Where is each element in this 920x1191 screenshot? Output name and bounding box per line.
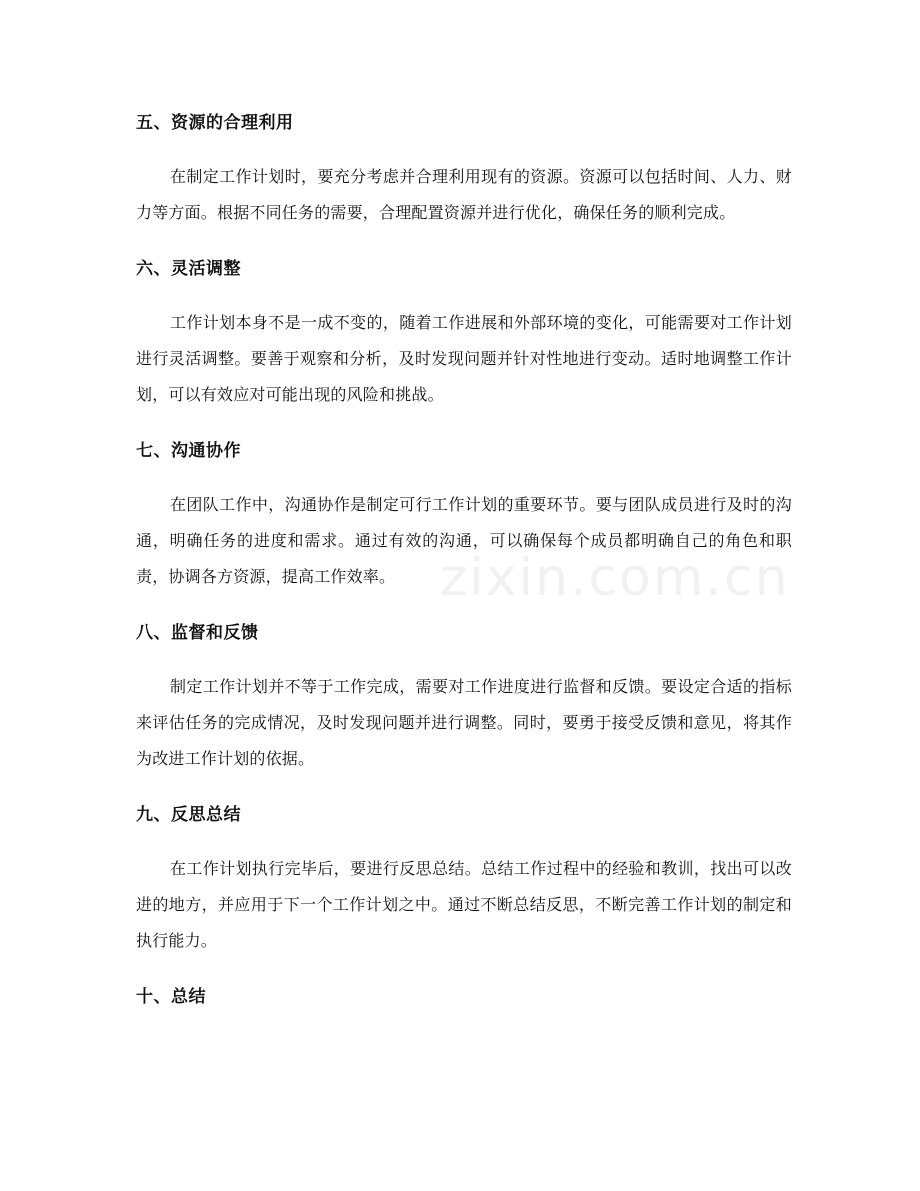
section-heading: 十、总结 (136, 987, 206, 1007)
section-flexible-adjustment (136, 253, 792, 413)
section-resources (136, 107, 792, 231)
section-paragraph: 在团队工作中，沟通协作是制定可行工作计划的重要环节。要与团队成员进行及时的沟通，明确任务的进度和需求。通过有效的沟通，可以确保每个成员都明确自己的角色和职责，协调各方资源，提高工作效率。 (136, 495, 792, 586)
watermark: zixin.com.cn (440, 548, 790, 608)
section-paragraph: 在制定工作计划时，要充分考虑并合理利用现有的资源。资源可以包括时间、人力、财力等方面。根据不同任务的需要，合理配置资源并进行优化，确保任务的顺利完成。 (136, 167, 792, 222)
section-supervision (136, 617, 792, 777)
section-heading: 九、反思总结 (136, 805, 241, 825)
section-heading: 八、监督和反馈 (136, 623, 259, 643)
section-heading: 六、灵活调整 (136, 259, 241, 279)
section-paragraph: 制定工作计划并不等于工作完成，需要对工作进度进行监督和反馈。要设定合适的指标来评估任务的完成情况，及时发现问题并进行调整。同时，要勇于接受反馈和意见，将其作为改进工作计划的依据。 (136, 677, 792, 768)
document-body (136, 107, 792, 1033)
section-paragraph: 工作计划本身不是一成不变的，随着工作进展和外部环境的变化，可能需要对工作计划进行灵活调整。要善于观察和分析，及时发现问题并针对性地进行变动。适时地调整工作计划，可以有效应对可能出现的风险和挑战。 (136, 313, 792, 404)
section-reflection (136, 799, 792, 959)
section-communication (136, 435, 792, 595)
section-paragraph: 在工作计划执行完毕后，要进行反思总结。总结工作过程中的经验和教训，找出可以改进的地方，并应用于下一个工作计划之中。通过不断总结反思，不断完善工作计划的制定和执行能力。 (136, 859, 792, 950)
section-summary (136, 981, 792, 1013)
section-heading: 七、沟通协作 (136, 441, 241, 461)
section-heading: 五、资源的合理利用 (136, 113, 294, 133)
